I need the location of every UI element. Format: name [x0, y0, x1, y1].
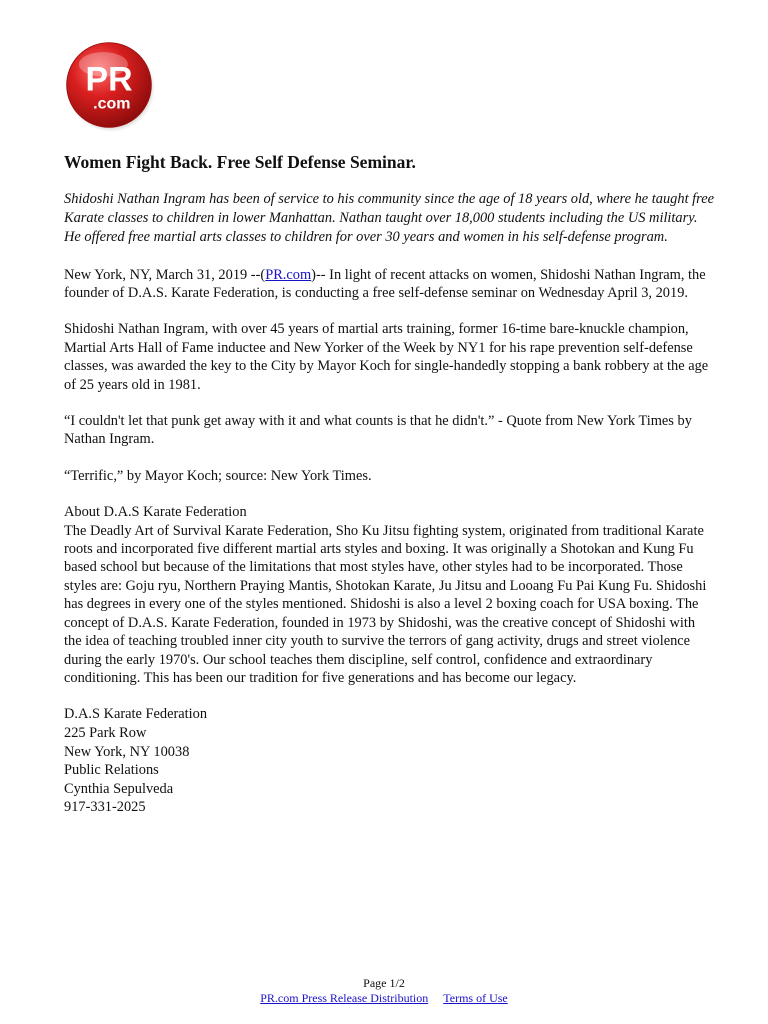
- release-summary: Shidoshi Nathan Ingram has been of service to his community since the age of 18 years old, where he taught free Karate classes to children in lower Manhattan. Nathan taught over 18,000 students including the US military. He offered free martial arts classes to children for over 30 years and women in his self-defense program.: [64, 191, 715, 246]
- about-body: The Deadly Art of Survival Karate Federation, Sho Ku Jitsu fighting system, originated from traditional Karate roots and incorporated five different martial arts styles and boxing. It was originally a Shotokan and Kung Fu based school but because of the limitations that most styles have, other styles had to be incorporated. Those styles are: Goju ryu, Northern Praying Mantis, Shotokan Karate, Ju Jitsu and Looang Fu Pai Kung Fu. Shidoshi has degrees in every one of the styles mentioned. Shidoshi is also a level 2 boxing coach for USA boxing. The concept of D.A.S. Karate Federation, founded in 1973 by Shidoshi, was the creative concept of Shidoshi with the idea of teaching troubled inner city youth to survive the terrors of gang activity, drugs and street violence during the early 1970's. Our school teaches them discipline, self control, confidence and extraordinary conditioning. This has been our tradition for five generations and has become our legacy.: [64, 522, 707, 686]
- body-paragraph-1: Shidoshi Nathan Ingram, with over 45 years of martial arts training, former 16-time bare-knuckle champion, Martial Arts Hall of Fame inductee and New Yorker of the Week by NY1 for his rape prevention self-defense classes, was awarded the key to the City by Mayor Koch for single-handedly stopping a bank robbery at the age of 25 years old in 1981.: [64, 321, 709, 393]
- pr-com-link[interactable]: PR.com: [265, 266, 312, 283]
- contact-org: D.A.S Karate Federation: [64, 706, 208, 723]
- pr-com-logo: [62, 38, 156, 132]
- contact-street: 225 Park Row: [64, 724, 147, 741]
- logo-sub-text: .com: [93, 95, 131, 113]
- release-title: Women Fight Back. Free Self Defense Seminar.: [64, 152, 416, 172]
- page-footer: [0, 976, 768, 1006]
- contact-block: [64, 705, 714, 817]
- page-number: Page 1/2: [363, 976, 405, 990]
- dateline-suffix: )-- In light of recent attacks on women, Shidoshi Nathan Ingram, the founder of D.A.S. Karate Federation, is conducting a free self-defense seminar on Wednesday April 3, 2019.: [64, 266, 706, 302]
- about-heading: About D.A.S Karate Federation: [64, 504, 247, 521]
- dateline-paragraph: [64, 266, 714, 303]
- contact-city: New York, NY 10038: [64, 743, 190, 760]
- logo-main-text: PR: [85, 60, 133, 99]
- press-release: [64, 150, 714, 817]
- distribution-link[interactable]: PR.com Press Release Distribution: [260, 991, 429, 1005]
- terms-of-use-link[interactable]: Terms of Use: [443, 991, 508, 1005]
- contact-phone: 917-331-2025: [64, 799, 146, 816]
- footer-links: [0, 991, 768, 1006]
- dateline-prefix: New York, NY, March 31, 2019 --(: [64, 266, 266, 283]
- body-paragraph-3: “Terrific,” by Mayor Koch; source: New York Times.: [64, 467, 372, 484]
- contact-name: Cynthia Sepulveda: [64, 780, 174, 797]
- contact-dept: Public Relations: [64, 762, 159, 779]
- body-paragraph-2: “I couldn't let that punk get away with it and what counts is that he didn't.” - Quote from New York Times by Nathan Ingram.: [64, 413, 692, 448]
